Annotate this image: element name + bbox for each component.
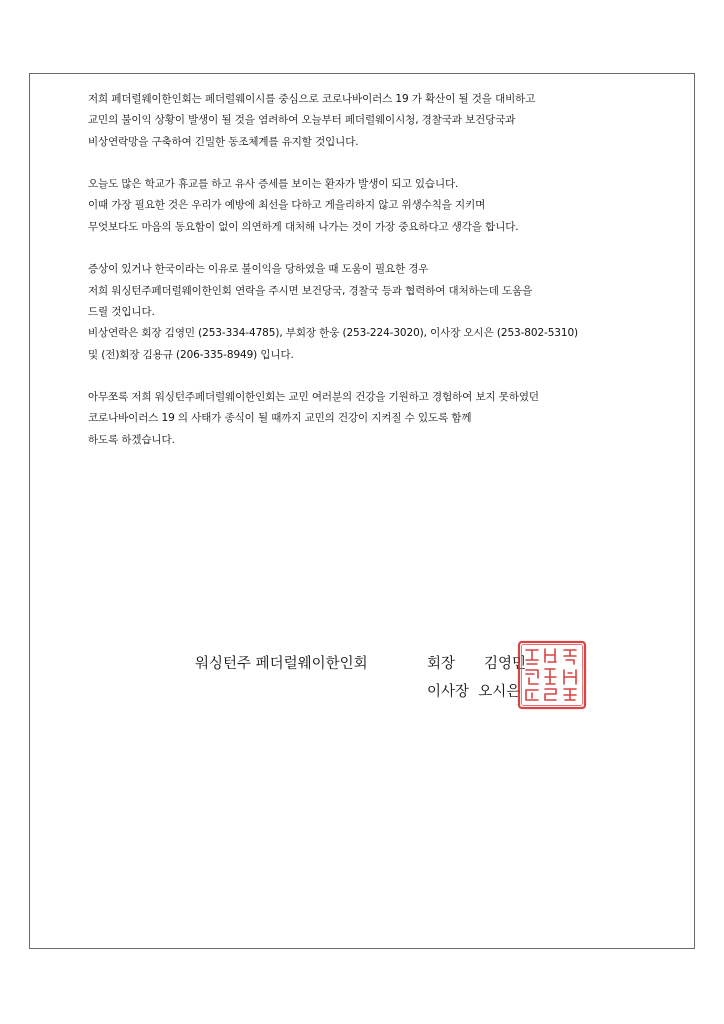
president-title: 회장: [427, 656, 456, 672]
paragraph-1: [88, 89, 678, 153]
text-line: 오늘도 많은 학교가 휴교를 하고 유사 증세를 보이는 환자가 발생이 되고 있습니다.: [88, 178, 459, 191]
text-line: 비상연락은 회장 김영민 (253-334-4785), 부회장 한웅 (253-224-3020), 이사장 오시은 (253-802-5310): [88, 327, 579, 340]
text-line: 저희 워싱턴주페더럴웨이한인회 연락을 주시면 보건당국, 경찰국 등과 협력하여 대처하는데 도움을: [88, 284, 533, 297]
paragraph-3: [88, 259, 678, 365]
text-line: 저희 페더럴웨이한인회는 페더럴웨이시를 중심으로 코로나바이러스 19 가 확산이 될 것을 대비하고: [88, 93, 536, 105]
official-seal-stamp: [517, 640, 587, 710]
paragraph-4: [88, 387, 678, 451]
president-name: 김영민: [484, 656, 527, 672]
letter-body: [88, 89, 678, 472]
text-line: 증상이 있거나 한국이라는 이유로 불이익을 당하였을 때 도움이 필요한 경우: [88, 263, 429, 276]
paragraph-2: [88, 174, 678, 238]
text-line: 하도록 하겠습니다.: [88, 433, 175, 446]
text-line: 비상연락망을 구축하여 긴밀한 동조체계를 유지할 것입니다.: [88, 135, 359, 148]
text-line: 및 (전)회장 김용규 (206-335-8949) 입니다.: [88, 348, 294, 361]
text-line: 코로나바이러스 19 의 사태가 종식이 될 때까지 교민의 건강이 지켜질 수 있도록 함께: [88, 412, 472, 425]
text-line: 교민의 불이익 상황이 발생이 될 것을 염려하여 오늘부터 페더럴웨이시청, 경찰국과 보건당국과: [88, 114, 516, 127]
chairman-title: 이사장: [427, 684, 470, 700]
chairman-name: 오시은: [478, 684, 521, 700]
organization-name: 워싱턴주 페더럴웨이한인회: [195, 656, 368, 672]
text-line: 이때 가장 필요한 것은 우리가 예방에 최선을 다하고 게을리하지 않고 위생수칙을 지키며: [88, 199, 486, 212]
text-line: 드릴 것입니다.: [88, 305, 155, 318]
text-line: 아무쪼록 저희 워싱턴주페더럴웨이한인회는 교민 여러분의 건강을 기원하고 경험하여 보지 못하였던: [88, 391, 539, 404]
text-line: 무엇보다도 마음의 동요함이 없이 의연하게 대처해 나가는 것이 가장 중요하다고 생각을 합니다.: [88, 220, 519, 233]
